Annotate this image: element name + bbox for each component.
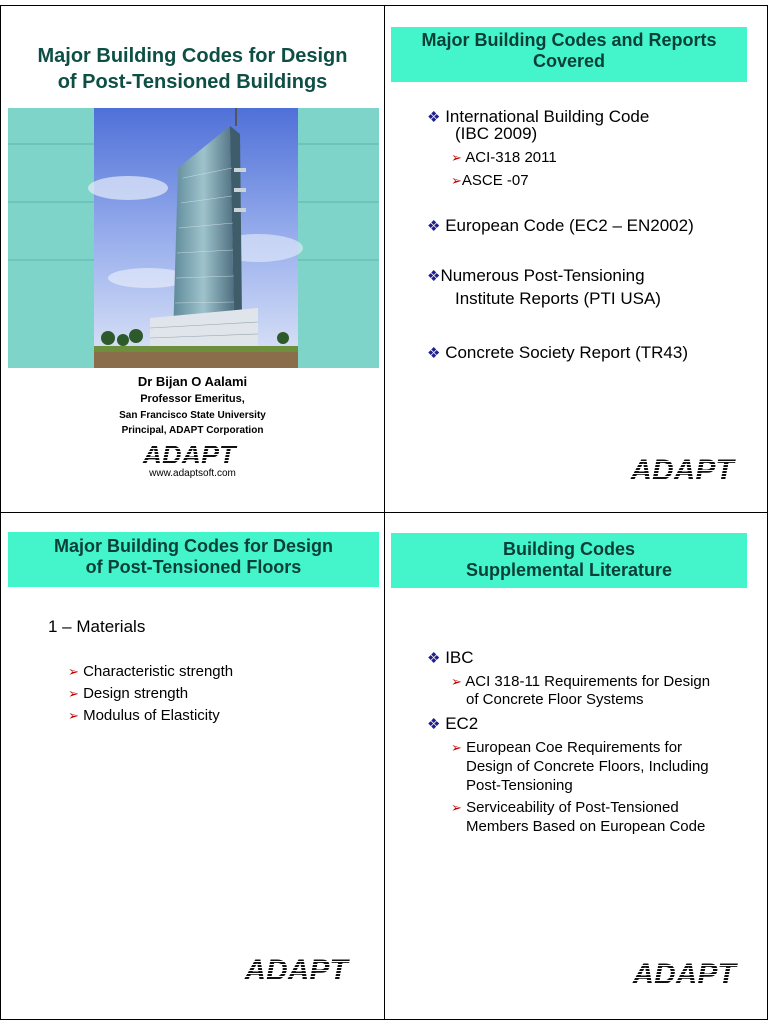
item-modulus-of-elasticity: ➢ Modulus of Elasticity: [68, 707, 220, 724]
item-design-strength: ➢ Design strength: [68, 685, 189, 702]
adapt-logo: [615, 456, 750, 489]
item-characteristic-strength: ➢ Characteristic strength: [68, 663, 234, 680]
arrow-bullet-icon: ➢: [68, 708, 79, 723]
building-image: [8, 108, 379, 368]
arrow-bullet-icon: ➢: [68, 664, 79, 679]
slide-2-title: Major Building Codes and Reports Covered: [391, 27, 747, 82]
adapt-logo: [617, 960, 752, 993]
adapt-logo: [229, 956, 364, 989]
slide-3-title: Major Building Codes for Design of Post-Tensioned Floors: [8, 532, 379, 587]
slide-1-title: Major Building Codes for Design of Post-Tensioned Buildings: [37, 45, 348, 93]
bullet-ec2: ❖ European Code (EC2 – EN2002): [427, 216, 694, 235]
arrow-bullet-icon: ➢: [451, 173, 462, 188]
bullet-ibc: ❖ International Building Code: [427, 107, 650, 126]
sub-bullet-serviceability-line2: Members Based on European Code: [466, 818, 706, 835]
arrow-bullet-icon: ➢: [451, 674, 462, 689]
arrow-bullet-icon: ➢: [68, 686, 79, 701]
bullet-tr43: ❖ Concrete Society Report (TR43): [427, 343, 689, 362]
presenter-company: Principal, ADAPT Corporation: [121, 425, 264, 436]
bullet-ec2: ❖ EC2: [427, 714, 479, 733]
diamond-bullet-icon: ❖: [427, 650, 441, 667]
presenter-name: Dr Bijan O Aalami: [137, 374, 248, 389]
svg-text:ADAPT: ADAPT: [632, 960, 736, 988]
bullet-pti: ❖Numerous Post-Tensioning: [427, 266, 645, 285]
presenter-role: Professor Emeritus,: [140, 393, 245, 405]
presenter-university: San Francisco State University: [119, 410, 266, 421]
sub-bullet-serviceability: ➢ Serviceability of Post-Tensioned: [451, 799, 679, 816]
slide-4: [384, 512, 768, 1020]
website-link[interactable]: www.adaptsoft.com: [149, 468, 236, 479]
svg-text:ADAPT: ADAPT: [244, 956, 348, 984]
sub-bullet-european-code-line2: Design of Concrete Floors, Including: [466, 758, 709, 775]
arrow-bullet-icon: ➢: [451, 150, 462, 165]
diamond-bullet-icon: ❖: [427, 345, 441, 362]
diamond-bullet-icon: ❖: [427, 716, 441, 733]
sub-bullet-asce: ➢ASCE -07: [451, 172, 529, 189]
sub-bullet-european-code: ➢ European Coe Requirements for: [451, 739, 683, 756]
arrow-bullet-icon: ➢: [451, 740, 462, 755]
slide-2: [384, 5, 768, 513]
slide-4-title: Building Codes Supplemental Literature: [391, 533, 747, 588]
sub-bullet-aci-318-11-line2: of Concrete Floor Systems: [466, 691, 644, 708]
diamond-bullet-icon: ❖: [427, 268, 441, 285]
slide-3: [0, 512, 385, 1020]
section-materials: 1 – Materials: [48, 617, 146, 636]
bullet-ibc-line2: (IBC 2009): [455, 124, 538, 143]
sub-bullet-aci: ➢ ACI-318 2011: [451, 149, 557, 166]
sub-bullet-european-code-line3: Post-Tensioning: [466, 777, 573, 794]
slide-1: [0, 5, 385, 513]
arrow-bullet-icon: ➢: [451, 800, 462, 815]
diamond-bullet-icon: ❖: [427, 218, 441, 235]
diamond-bullet-icon: ❖: [427, 109, 441, 126]
sub-bullet-aci-318-11: ➢ ACI 318-11 Requirements for Design: [451, 673, 711, 690]
svg-text:ADAPT: ADAPT: [142, 443, 236, 467]
bullet-ibc: ❖ IBC: [427, 648, 474, 667]
svg-text:ADAPT: ADAPT: [630, 456, 734, 484]
bullet-pti-line2: Institute Reports (PTI USA): [455, 289, 661, 308]
